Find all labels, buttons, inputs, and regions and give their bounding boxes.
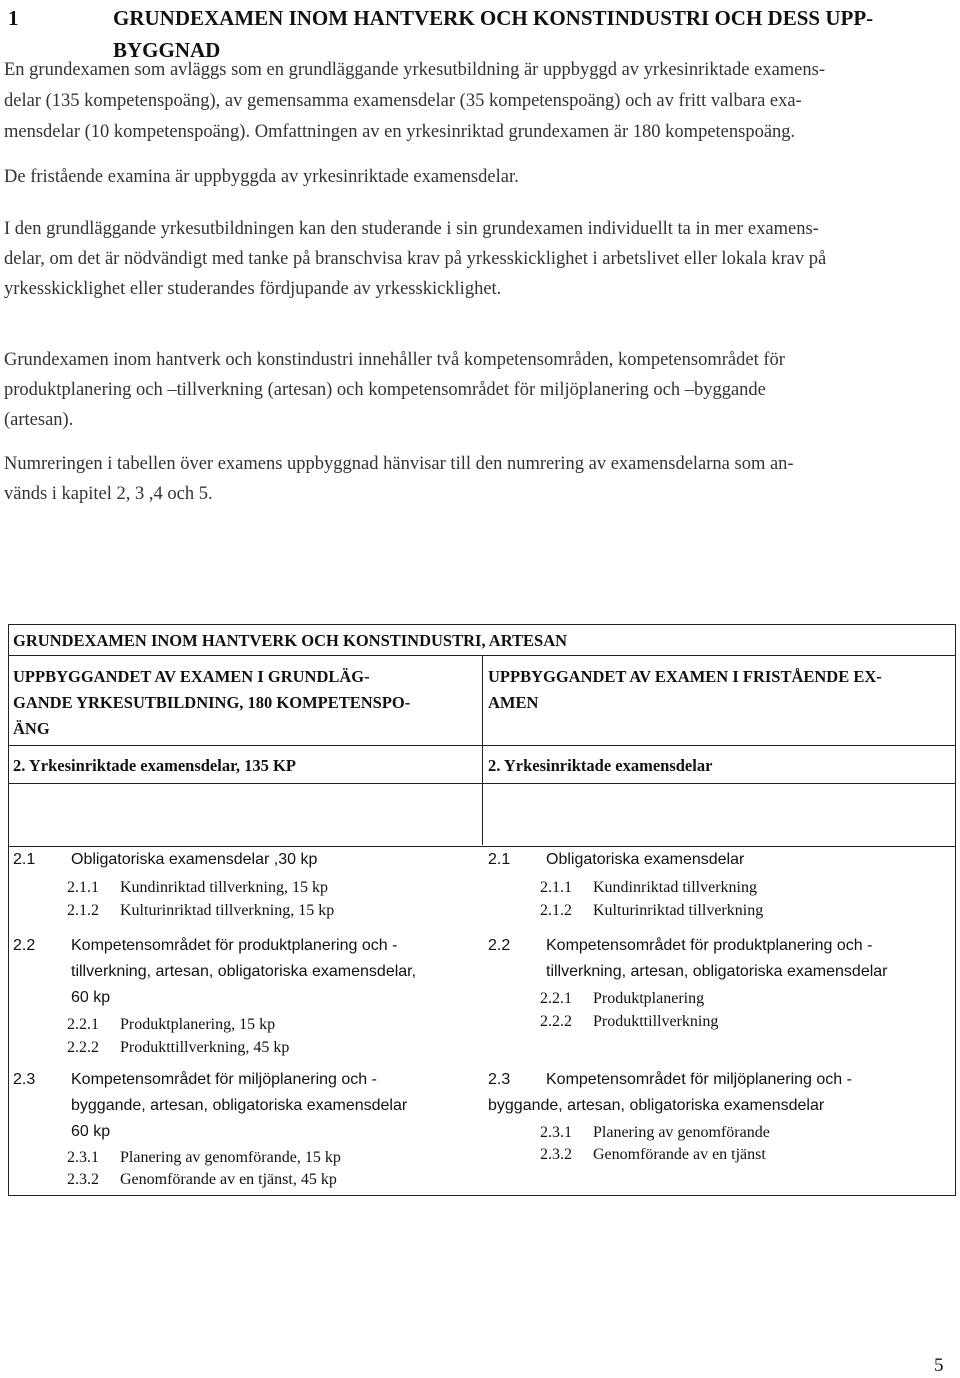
text-line: De fristående examina är uppbyggda av yrkesinriktade examensdelar. <box>4 167 519 187</box>
section-number: 2.1 <box>13 851 36 868</box>
text-line: produktplanering och –tillverkning (artesan) och kompetensområdet för miljöplanering och –byggande <box>4 380 766 400</box>
section-number: 2.3 <box>13 1071 36 1088</box>
section-label: Obligatoriska examensdelar <box>546 851 745 868</box>
item-number: 2.3.2 <box>67 1171 99 1188</box>
table-title: GRUNDEXAMEN INOM HANTVERK OCH KONSTINDUSTRI, ARTESAN <box>13 631 568 650</box>
table-rule <box>9 846 955 847</box>
left-header-line: GANDE YRKESUTBILDNING, 180 KOMPETENSPO- <box>13 693 411 712</box>
section-label: Kompetensområdet för miljöplanering och - <box>71 1071 377 1088</box>
item-number: 2.2.2 <box>540 1013 572 1030</box>
text-line: delar (135 kompetenspoäng), av gemensamma examensdelar (35 kompetenspoäng) och av fritt valbara exa- <box>4 91 802 111</box>
right-header-line: AMEN <box>488 693 539 712</box>
section-number: 2.3 <box>488 1071 511 1088</box>
section-number: 1 <box>8 6 19 30</box>
section-label: Kompetensområdet för produktplanering och - <box>71 937 398 954</box>
text-line: mensdelar (10 kompetenspoäng). Omfattningen av en yrkesinriktad grundexamen är 180 kompetenspoäng. <box>4 122 796 142</box>
section-label: Kompetensområdet för miljöplanering och - <box>546 1071 852 1088</box>
item-label: Kundinriktad tillverkning <box>593 879 757 896</box>
item-number: 2.2.2 <box>67 1039 99 1056</box>
item-label: Kulturinriktad tillverkning <box>593 902 764 919</box>
section-label: Kompetensområdet för produktplanering och - <box>546 937 873 954</box>
left-subheader: 2. Yrkesinriktade examensdelar, 135 KP <box>13 756 296 775</box>
right-subheader: 2. Yrkesinriktade examensdelar <box>488 756 713 775</box>
item-number: 2.1.1 <box>540 879 572 896</box>
section-label: Obligatoriska examensdelar ,30 kp <box>71 851 318 868</box>
item-number: 2.3.1 <box>540 1124 572 1141</box>
text-line: Grundexamen inom hantverk och konstindustri innehåller två kompetensområden, kompetensområdet för <box>4 350 785 370</box>
section-label: byggande, artesan, obligatoriska examensdelar <box>488 1097 825 1114</box>
section-label: 60 kp <box>71 1123 111 1140</box>
left-header-line: UPPBYGGANDET AV EXAMEN I GRUNDLÄG- <box>13 667 370 686</box>
item-number: 2.1.2 <box>540 902 572 919</box>
item-label: Genomförande av en tjänst <box>593 1146 766 1163</box>
exam-structure-table <box>8 624 956 1196</box>
item-number: 2.2.1 <box>540 990 572 1007</box>
table-column-rule <box>482 655 483 845</box>
page-number: 5 <box>934 1355 944 1376</box>
item-number: 2.2.1 <box>67 1016 99 1033</box>
item-label: Produkttillverkning, 45 kp <box>120 1039 290 1056</box>
text-line: En grundexamen som avläggs som en grundläggande yrkesutbildning är uppbyggd av yrkesinriktade examens- <box>4 60 825 80</box>
text-line: yrkesskicklighet eller studerandes fördjupande av yrkesskicklighet. <box>4 279 502 299</box>
text-line: (artesan). <box>4 410 74 430</box>
section-number: 2.1 <box>488 851 511 868</box>
section-label: tillverkning, artesan, obligatoriska examensdelar, <box>71 963 417 980</box>
text-line: vänds i kapitel 2, 3 ,4 och 5. <box>4 484 213 504</box>
item-number: 2.1.2 <box>67 902 99 919</box>
item-number: 2.3.1 <box>67 1149 99 1166</box>
text-line: I den grundläggande yrkesutbildningen kan den studerande i sin grundexamen individuellt ta in mer examens- <box>4 219 819 239</box>
item-number: 2.3.2 <box>540 1146 572 1163</box>
item-label: Kulturinriktad tillverkning, 15 kp <box>120 902 335 919</box>
item-label: Planering av genomförande, 15 kp <box>120 1149 341 1166</box>
section-label: 60 kp <box>71 989 111 1006</box>
section-title-line-1: GRUNDEXAMEN INOM HANTVERK OCH KONSTINDUSTRI OCH DESS UPP- <box>113 6 874 30</box>
left-header-line: ÄNG <box>13 719 50 738</box>
section-label: byggande, artesan, obligatoriska examensdelar <box>71 1097 408 1114</box>
text-line: delar, om det är nödvändigt med tanke på branschvisa krav på yrkesskicklighet i arbetslivet eller lokala krav på <box>4 249 827 269</box>
item-number: 2.1.1 <box>67 879 99 896</box>
section-label: tillverkning, artesan, obligatoriska examensdelar <box>546 963 888 980</box>
section-number: 2.2 <box>488 937 511 954</box>
text-line: Numreringen i tabellen över examens uppbyggnad hänvisar till den numrering av examensdelarna som an- <box>4 454 794 474</box>
section-number: 2.2 <box>13 937 36 954</box>
section-title-line-2: BYGGNAD <box>113 38 221 62</box>
item-label: Produktplanering, 15 kp <box>120 1016 276 1033</box>
item-label: Planering av genomförande <box>593 1124 770 1141</box>
item-label: Genomförande av en tjänst, 45 kp <box>120 1171 337 1188</box>
right-header-line: UPPBYGGANDET AV EXAMEN I FRISTÅENDE EX- <box>488 667 882 686</box>
item-label: Produkttillverkning <box>593 1013 719 1030</box>
item-label: Produktplanering <box>593 990 705 1007</box>
item-label: Kundinriktad tillverkning, 15 kp <box>120 879 328 896</box>
